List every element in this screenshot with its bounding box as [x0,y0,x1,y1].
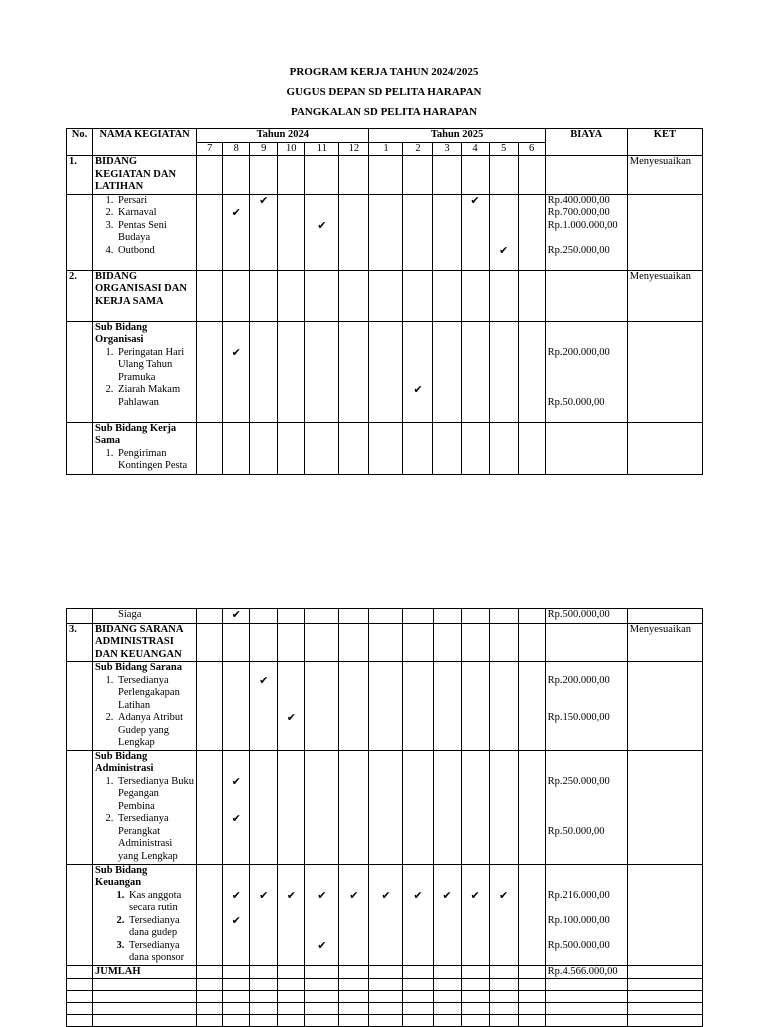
section-title: BIDANG KEGIATAN DAN LATIHAN [93,156,197,195]
check-mark: ✔ [231,889,241,902]
header-tahun-2024: Tahun 2024 [197,129,369,143]
sub-sarana-row [67,662,703,751]
month-header: 10 [278,142,305,156]
list-item: 2. Adanya Atribut Gudep yang Lengkap [116,712,194,750]
program-table-part-2 [66,608,703,1027]
activity-list [95,347,194,410]
empty-row [67,1015,703,1027]
title-line-1: PROGRAM KERJA TAHUN 2024/2025 [289,66,479,78]
list-item-continuation: Siaga [93,609,197,624]
header-ket: KET [627,129,702,156]
check-mark: ✔ [259,889,269,902]
list-item: 1. Tersedianya Buku Pegangan Pembina [116,776,194,814]
ket-value: Menyesuaikan [627,156,702,195]
total-value: Rp.4.566.000,00 [545,965,627,979]
section-2-row [67,270,703,321]
month-header: 1 [369,142,403,156]
section-1-items-row [67,194,703,270]
list-item: 4. Outbond [116,245,194,258]
activity-list [95,448,194,473]
cost-value: Rp.250.000,00 [547,775,610,787]
activity-list [95,675,194,750]
activity-list [95,776,194,864]
list-item: 2. Tersedianya dana gudep [127,915,194,940]
sub-section-title: Sub Bidang Sarana [95,662,182,673]
sub-kerja-sama-row [67,422,703,474]
sub-administrasi-row [67,750,703,864]
title-line-2: GUGUS DEPAN SD PELITA HARAPAN [286,86,482,98]
ket-value: Menyesuaikan [627,270,702,321]
empty-row [67,991,703,1003]
list-item: 2. Tersedianya Perangkat Administrasi yang Lengkap [116,813,194,863]
list-item: 2. Karnaval [116,207,194,220]
sub-section-title: Sub Bidang Organisasi [95,321,148,345]
section-number: 1. [67,156,93,195]
list-item: 2. Ziarah Makam Pahlawan [116,384,194,409]
check-mark: ✔ [259,194,269,207]
check-mark: ✔ [317,219,327,232]
list-item: 1. Tersedianya Perlengakapan Latihan [116,675,194,713]
check-mark: ✔ [498,889,509,902]
month-header: 11 [305,142,339,156]
header-nama-kegiatan: NAMA KEGIATAN [93,129,197,156]
month-header: 4 [461,142,489,156]
section-1-row [67,156,703,195]
activity-list [95,890,194,965]
cost-value: Rp.500.000,00 [545,609,627,624]
check-mark: ✔ [317,889,327,902]
section-number: 3. [67,623,93,662]
sub-section-title: Sub Bidang Keuangan [95,864,148,888]
total-label: JUMLAH [93,965,197,979]
cost-value: Rp.500.000,00 [547,939,610,951]
check-mark: ✔ [349,889,359,902]
title-line-3: PANGKALAN SD PELITA HARAPAN [290,106,478,118]
section-title: BIDANG SARANA ADMINISTRASI DAN KEUANGAN [93,623,197,662]
check-mark: ✔ [413,384,423,396]
cost-value: Rp.200.000,00 [547,346,610,358]
program-table-part-1 [66,128,703,475]
list-item: 1. Kas anggota secara rutin [127,890,194,915]
empty-row [67,1003,703,1015]
check-mark: ✔ [259,674,269,687]
continuation-row [67,609,703,624]
activity-list [95,195,194,258]
list-item: 3. Pentas Seni Budaya [116,220,194,245]
list-item: 1. Peringatan Hari Ulang Tahun Pramuka [116,347,194,385]
cost-value: Rp.100.000,00 [547,914,610,926]
month-header: 12 [339,142,369,156]
sub-section-title: Sub Bidang Administrasi [95,750,154,774]
sub-keuangan-row [67,864,703,965]
check-mark: ✔ [286,889,296,902]
header-biaya: BIAYA [545,129,627,156]
cost-value: Rp.50.000,00 [547,396,605,408]
check-mark: ✔ [470,194,480,207]
empty-row [67,979,703,991]
check-mark: ✔ [231,813,241,825]
check-mark: ✔ [498,244,509,257]
total-row [67,965,703,979]
sub-organisasi-row [67,321,703,422]
cost-value: Rp.700.000,00 [547,207,610,218]
ket-value: Menyesuaikan [627,623,702,662]
cost-value: Rp.400.000,00 [547,194,610,206]
check-mark: ✔ [231,346,241,359]
cost-value: Rp.50.000,00 [547,825,605,837]
check-mark: ✔ [231,609,241,621]
cost-value: Rp.200.000,00 [547,674,610,686]
check-mark: ✔ [286,712,296,724]
cost-value: Rp.250.000,00 [547,244,610,256]
month-header: 9 [250,142,278,156]
check-mark: ✔ [381,889,391,902]
cost-value: Rp.1.000.000,00 [547,219,618,231]
header-no: No. [67,129,93,156]
check-mark: ✔ [413,889,423,902]
check-mark: ✔ [470,889,480,902]
cost-value: Rp.150.000,00 [547,712,610,723]
month-header: 5 [489,142,518,156]
sub-section-title: Sub Bidang Kerja Sama [95,422,177,446]
month-header: 2 [403,142,433,156]
header-tahun-2025: Tahun 2025 [369,129,545,143]
list-item: 1. Persari [116,195,194,208]
section-number: 2. [67,270,93,321]
month-header: 3 [433,142,461,156]
month-header: 7 [197,142,223,156]
list-item: 1. Pengiriman Kontingen Pesta [116,448,194,473]
header-row [67,129,703,143]
check-mark: ✔ [231,775,241,788]
check-mark: ✔ [231,914,241,927]
check-mark: ✔ [317,939,327,952]
list-item: 3. Tersedianya dana sponsor [127,940,194,965]
month-header: 8 [223,142,250,156]
document-title-block [0,62,768,122]
section-3-row [67,623,703,662]
check-mark: ✔ [231,207,241,219]
cost-value: Rp.216.000,00 [547,889,610,901]
month-header: 6 [518,142,545,156]
check-mark: ✔ [442,889,452,902]
section-title: BIDANG ORGANISASI DAN KERJA SAMA [93,270,197,321]
